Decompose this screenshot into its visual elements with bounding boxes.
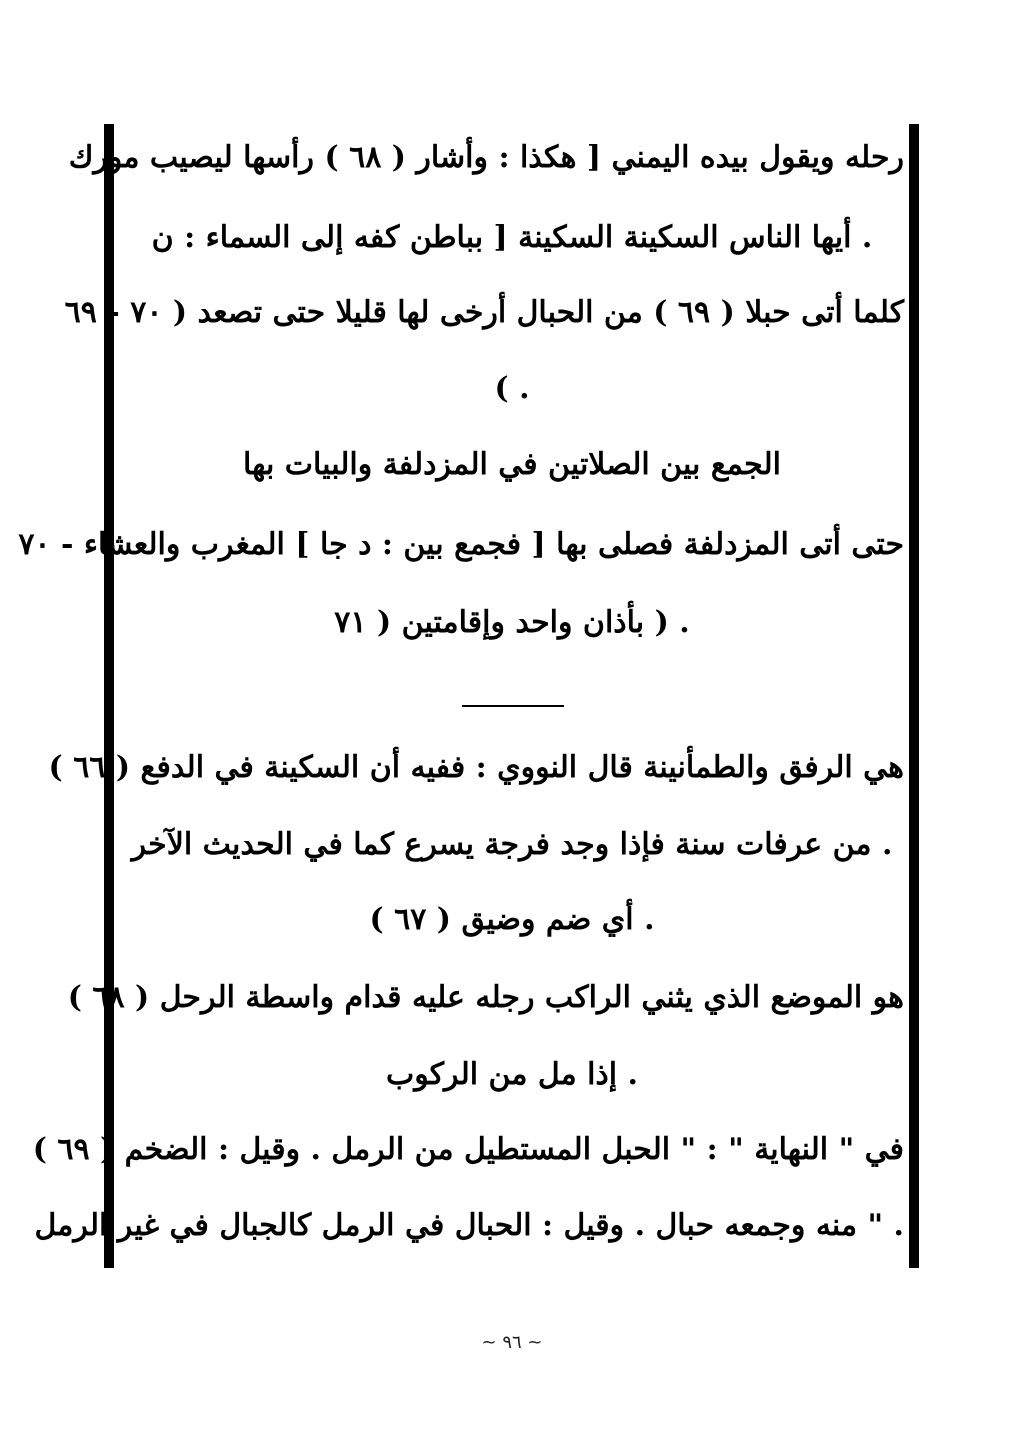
section-heading: الجمع بين الصلاتين في المزدلفة والبيات بها	[243, 447, 781, 482]
main-text-line-1: رحله ويقول بيده اليمني [ هكذا : وأشار ( ٦٨ ) رأسها ليصيب مورك	[68, 140, 904, 175]
main-text-line-6: . ( بأذان واحد وإقامتين ( ٧١	[334, 605, 690, 640]
main-text-line-3: كلما أتى حبلا ( ٦٩ ) من الحبال أرخى لها قليلا حتى تصعد ( ٧٠ - ٦٩	[64, 295, 904, 330]
main-text-line-4: . )	[494, 371, 530, 406]
page-number: ~ ٩٦ ~	[481, 1332, 543, 1353]
main-text-line-2: . أيها الناس السكينة السكينة [ بباطن كفه إلى السماء : ن	[151, 220, 873, 255]
main-text-line-5: حتى أتى المزدلفة فصلى بها [ فجمع بين : د جا ] المغرب والعشاء - ٧٠	[18, 527, 904, 562]
footnote-line-1: هي الرفق والطمأنينة قال النووي : ففيه أن السكينة في الدفع ( ٦٦ )	[48, 750, 904, 785]
footnote-line-3: . أي ضم وضيق ( ٦٧ )	[369, 902, 655, 937]
footnote-line-6: في " النهاية " : " الحبل المستطيل من الرمل . وقيل : الضخم ( ٦٩ )	[32, 1132, 904, 1167]
footnote-line-4: هو الموضع الذي يثني الراكب رجله عليه قدام واسطة الرحل ( ٦٨ )	[67, 980, 904, 1015]
footnote-line-5: . إذا مل من الركوب	[386, 1057, 638, 1092]
footnote-line-7: . " منه وجمعه حبال . وقيل : الحبال في الرمل كالجبال في غير الرمل	[34, 1208, 904, 1243]
footnote-line-2: . من عرفات سنة فإذا وجد فرجة يسرع كما في الحديث الآخر	[131, 827, 893, 862]
right-border-bar	[909, 124, 919, 1268]
footnote-separator	[462, 705, 564, 707]
